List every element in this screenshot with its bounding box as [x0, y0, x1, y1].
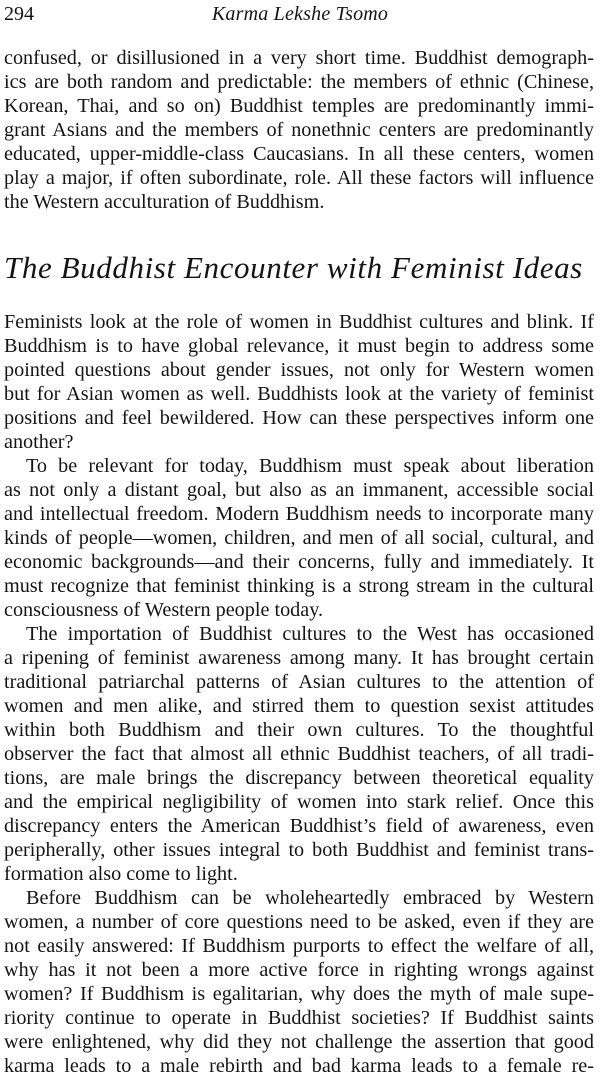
opening-paragraph: [4, 46, 594, 214]
section-body: [4, 310, 594, 1078]
text-line: women, a number of core questions need to be asked, even if they are: [4, 911, 594, 933]
page-number: 294: [4, 3, 34, 25]
text-line: the Western acculturation of Buddhism.: [4, 191, 325, 213]
text-line: economic backgrounds—and their concerns, fully and immediately. It: [4, 551, 594, 573]
text-line: Buddhism is to have global relevance, it must begin to address some: [4, 335, 594, 357]
text-line: traditional patriarchal patterns of Asian cultures to the attention of: [4, 671, 594, 693]
text-line: Feminists look at the role of women in Buddhist cultures and blink. If: [4, 311, 594, 333]
text-line: play a major, if often subordinate, role. All these factors will influence: [4, 167, 594, 189]
text-line: Korean, Thai, and so on) Buddhist temples are predominantly immi-: [4, 95, 594, 117]
text-line: women and men alike, and stirred them to question sexist attitudes: [4, 695, 594, 717]
text-line: peripherally, other issues integral to both Buddhist and feminist trans-: [4, 839, 594, 861]
running-title-author: Karma Lekshe Tsomo: [211, 3, 389, 25]
running-head: [4, 1, 596, 27]
text-line: a ripening of feminist awareness among many. It has brought certain: [4, 647, 594, 669]
text-line: Before Buddhism can be wholeheartedly embraced by Western: [26, 887, 594, 909]
text-line: karma leads to a male rebirth and bad karma leads to a female re-: [4, 1055, 594, 1077]
text-line: and the empirical negligibility of women into stark relief. Once this: [4, 791, 594, 813]
text-line: pointed questions about gender issues, not only for Western women: [4, 359, 594, 381]
paragraph-1: [4, 310, 594, 454]
text-line: confused, or disillusioned in a very short time. Buddhist demograph-: [4, 47, 594, 69]
text-line: grant Asians and the members of nonethnic centers are predominantly: [4, 119, 594, 141]
text-line: within both Buddhism and their own cultures. To the thoughtful: [4, 719, 594, 741]
text-line: consciousness of Western people today.: [4, 599, 324, 621]
text-line: discrepancy enters the American Buddhist’s field of awareness, even: [4, 815, 594, 837]
text-line: educated, upper-middle-class Caucasians. In all these centers, women: [4, 143, 594, 165]
text-line: were enlightened, why did they not challenge the assertion that good: [4, 1031, 594, 1053]
text-line: riority continue to operate in Buddhist societies? If Buddhist saints: [4, 1007, 594, 1029]
text-line: and intellectual freedom. Modern Buddhism needs to incorporate many: [4, 503, 594, 525]
text-line: The importation of Buddhist cultures to the West has occasioned: [26, 623, 594, 645]
paragraph: [4, 46, 594, 214]
paragraph-4: [4, 886, 594, 1078]
text-line: kinds of people—women, children, and men of all social, cultural, and: [4, 527, 594, 549]
text-line: To be relevant for today, Buddhism must speak about liberation: [26, 455, 594, 477]
text-line: why has it not been a more active force in righting wrongs against: [4, 959, 594, 981]
section-heading: The Buddhist Encounter with Feminist Ideas: [4, 250, 583, 285]
paragraph-3: [4, 622, 594, 886]
text-line: women? If Buddhism is egalitarian, why does the myth of male supe-: [4, 983, 594, 1005]
text-line: ics are both random and predictable: the members of ethnic (Chinese,: [4, 71, 594, 93]
text-line: not easily answered: If Buddhism purports to effect the welfare of all,: [4, 935, 594, 957]
text-line: but for Asian women as well. Buddhists look at the variety of feminist: [4, 383, 594, 405]
text-line: observer the fact that almost all ethnic Buddhist teachers, of all tradi-: [4, 743, 594, 765]
text-line: formation also come to light.: [4, 863, 238, 885]
text-line: tions, are male brings the discrepancy between theoretical equality: [4, 767, 594, 789]
text-line: must recognize that feminist thinking is a strong stream in the cultural: [4, 575, 594, 597]
text-line: as not only a distant goal, but also as an immanent, accessible social: [4, 479, 594, 501]
text-line: another?: [4, 431, 74, 453]
paragraph-2: [4, 454, 594, 622]
text-line: positions and feel bewildered. How can these perspectives inform one: [4, 407, 594, 429]
